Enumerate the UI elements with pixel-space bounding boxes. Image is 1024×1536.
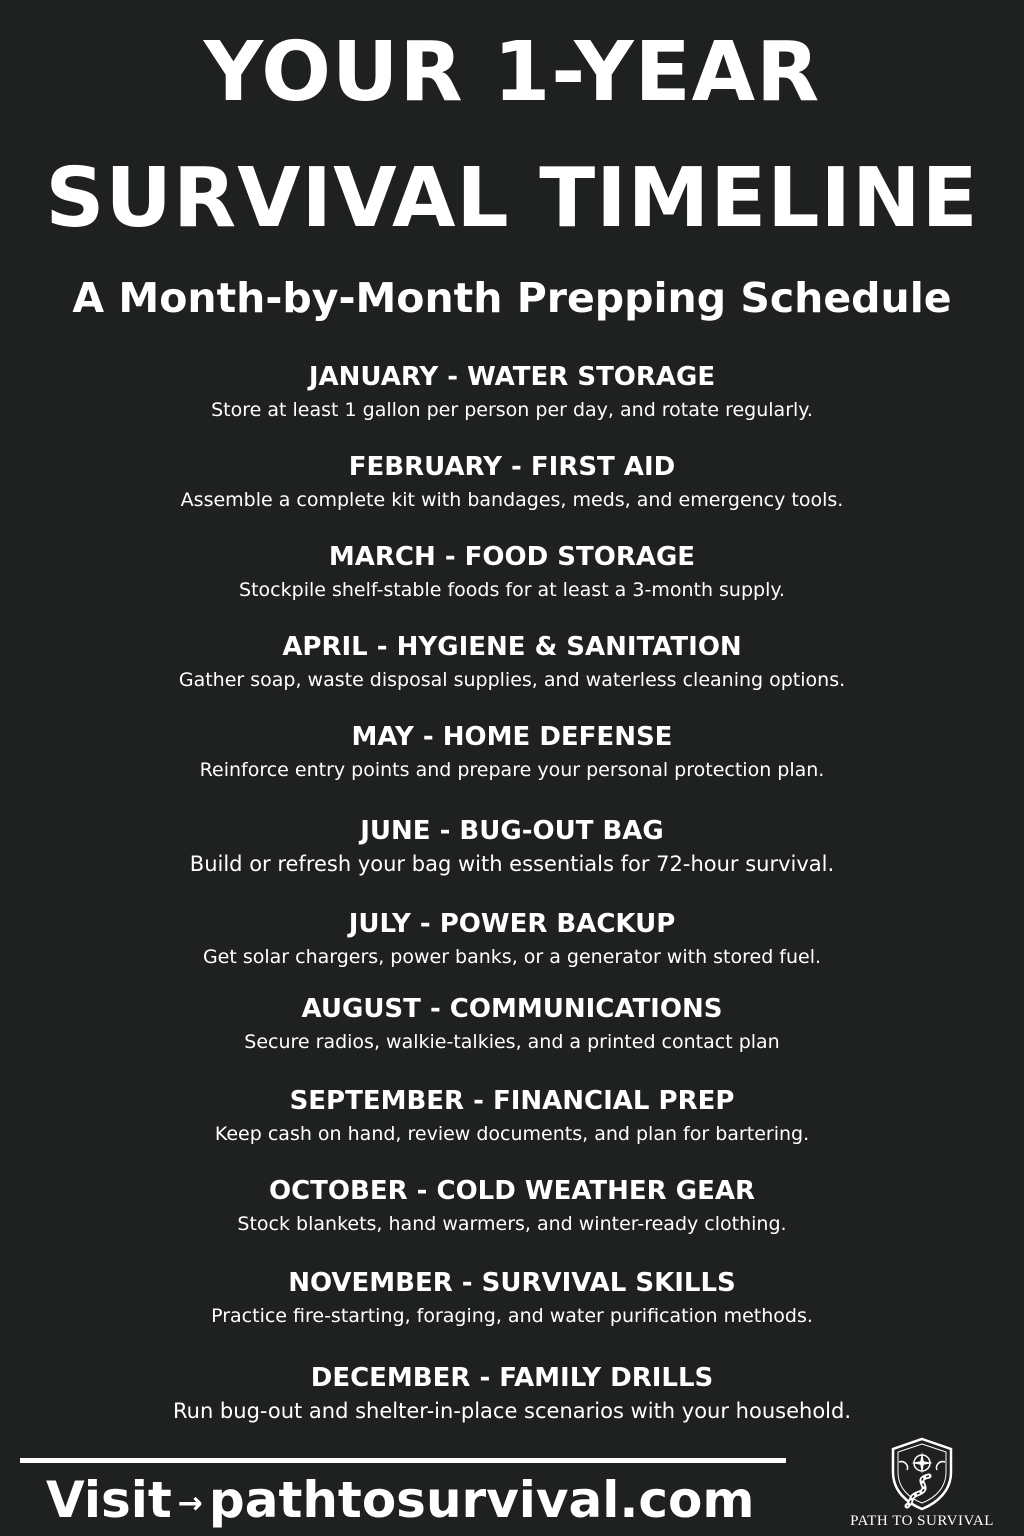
month-entry-september xyxy=(0,1086,1024,1146)
website-url[interactable]: pathtosurvival.com xyxy=(208,1471,755,1529)
page-title-line-2: SURVIVAL TIMELINE xyxy=(45,151,979,246)
month-description: Reinforce entry points and prepare your personal protection plan. xyxy=(199,759,825,781)
month-description: Keep cash on hand, review documents, and plan for bartering. xyxy=(214,1123,810,1145)
month-entry-june xyxy=(0,816,1024,876)
month-description: Stockpile shelf-stable foods for at least a 3-month supply. xyxy=(239,579,785,601)
month-description: Run bug-out and shelter-in-place scenarios with your household. xyxy=(172,1399,852,1423)
month-entry-january xyxy=(0,362,1024,422)
visit-link[interactable] xyxy=(46,1468,755,1536)
page-title-line-1: YOUR 1-YEAR xyxy=(203,25,821,120)
month-heading: AUGUST - COMMUNICATIONS xyxy=(301,994,723,1024)
month-description: Practice fire-starting, foraging, and water purification methods. xyxy=(211,1305,813,1327)
month-description: Build or refresh your bag with essentials for 72-hour survival. xyxy=(189,852,835,876)
month-heading: APRIL - HYGIENE & SANITATION xyxy=(282,632,742,662)
month-entry-march xyxy=(0,542,1024,602)
month-heading: JANUARY - WATER STORAGE xyxy=(308,362,716,392)
arrow-right-icon: → xyxy=(177,1485,203,1521)
visit-label: Visit xyxy=(46,1471,172,1529)
footer-divider xyxy=(20,1458,786,1463)
month-description: Secure radios, walkie-talkies, and a printed contact plan xyxy=(244,1031,780,1053)
month-heading: MAY - HOME DEFENSE xyxy=(351,722,673,752)
month-description: Stock blankets, hand warmers, and winter-ready clothing. xyxy=(237,1213,787,1235)
month-heading: OCTOBER - COLD WEATHER GEAR xyxy=(268,1176,755,1206)
month-entry-april xyxy=(0,632,1024,692)
month-description: Gather soap, waste disposal supplies, and waterless cleaning options. xyxy=(178,669,846,691)
month-entry-february xyxy=(0,452,1024,512)
month-description: Store at least 1 gallon per person per day, and rotate regularly. xyxy=(211,399,813,421)
month-description: Assemble a complete kit with bandages, meds, and emergency tools. xyxy=(180,489,844,511)
month-entry-november xyxy=(0,1268,1024,1328)
month-heading: SEPTEMBER - FINANCIAL PREP xyxy=(289,1086,735,1116)
month-heading: NOVEMBER - SURVIVAL SKILLS xyxy=(288,1268,736,1298)
month-heading: JULY - POWER BACKUP xyxy=(348,909,676,939)
month-entry-august xyxy=(0,994,1024,1054)
page-subtitle: A Month-by-Month Prepping Schedule xyxy=(72,274,952,322)
month-heading: JUNE - BUG-OUT BAG xyxy=(360,816,664,846)
brand-logo xyxy=(832,1436,1012,1536)
month-entry-october xyxy=(0,1176,1024,1236)
month-heading: FEBRUARY - FIRST AID xyxy=(348,452,676,482)
month-heading: DECEMBER - FAMILY DRILLS xyxy=(310,1363,714,1393)
logo-text: PATH TO SURVIVAL xyxy=(850,1513,994,1529)
month-entry-july xyxy=(0,909,1024,969)
month-heading: MARCH - FOOD STORAGE xyxy=(328,542,696,572)
month-description: Get solar chargers, power banks, or a generator with stored fuel. xyxy=(202,946,822,968)
month-entry-december xyxy=(0,1363,1024,1423)
month-entry-may xyxy=(0,722,1024,782)
shield-compass-road-icon xyxy=(885,1436,959,1512)
